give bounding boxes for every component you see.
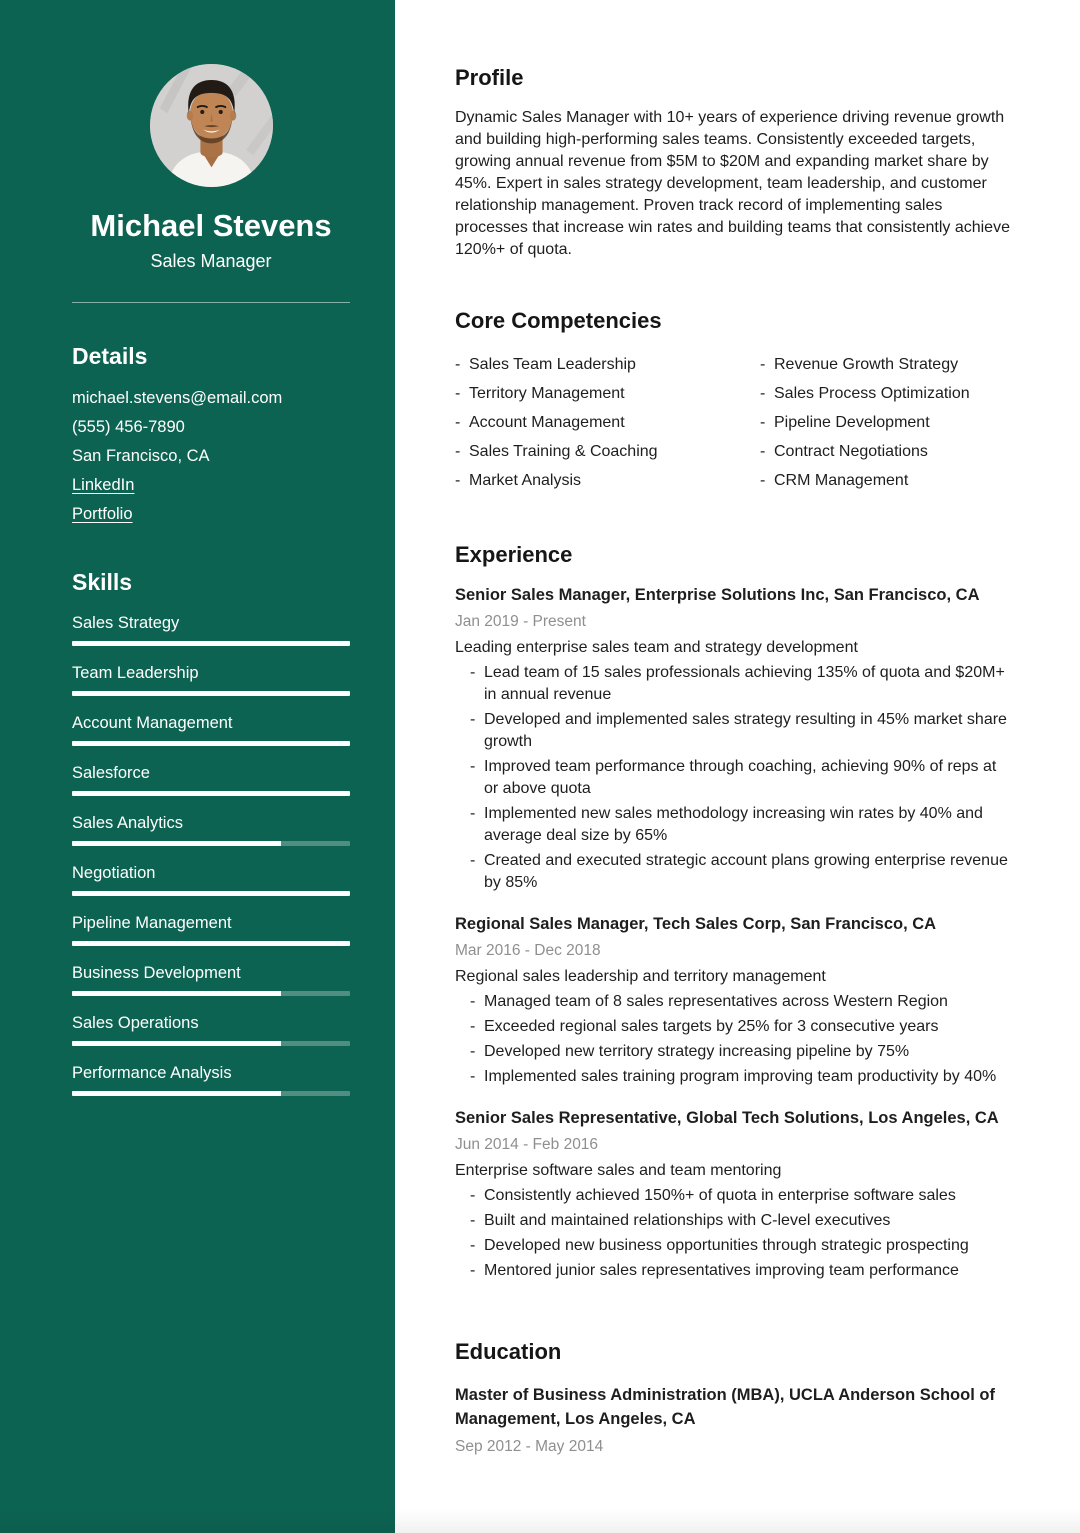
skill-bar-fill — [72, 791, 350, 796]
experience-job-1 — [455, 584, 1013, 894]
main-column — [395, 0, 1080, 1533]
profile-photo — [150, 64, 273, 187]
skill-bar-fill — [72, 691, 350, 696]
skill-item — [72, 763, 350, 796]
skills-list — [72, 613, 350, 1096]
job-bullet: - Exceeded regional sales targets by 25% for 3 consecutive years — [455, 1016, 1013, 1038]
experience-heading: Experience — [455, 542, 573, 567]
profile-section — [455, 64, 1013, 261]
job-bullets — [455, 1185, 1013, 1282]
skill-bar-track — [72, 741, 350, 746]
skill-label: Sales Analytics — [72, 814, 183, 832]
skill-bar-track — [72, 691, 350, 696]
skill-item — [72, 663, 350, 696]
skill-label: Business Development — [72, 964, 241, 982]
competency-item: - Sales Process Optimization — [760, 379, 970, 408]
competency-item: - Pipeline Development — [760, 408, 970, 437]
skill-label: Salesforce — [72, 764, 150, 782]
skill-label: Team Leadership — [72, 664, 199, 682]
skill-bar-fill — [72, 941, 350, 946]
competencies-grid — [455, 350, 1013, 495]
job-bullet: - Developed new territory strategy increasing pipeline by 75% — [455, 1041, 1013, 1063]
job-title: Regional Sales Manager, Tech Sales Corp, San Francisco, CA — [455, 915, 937, 933]
job-dates: Jan 2019 - Present — [455, 613, 586, 630]
skill-bar-fill — [72, 741, 350, 746]
competencies-left-column — [455, 350, 760, 495]
skill-label: Performance Analysis — [72, 1064, 232, 1082]
job-summary: Enterprise software sales and team mentoring — [455, 1162, 782, 1179]
skill-bar-track — [72, 891, 350, 896]
competency-item: - Contract Negotiations — [760, 437, 970, 466]
competency-item: - CRM Management — [760, 466, 970, 495]
sidebar — [0, 0, 395, 1533]
job-bullet: - Mentored junior sales representatives improving team performance — [455, 1260, 1013, 1282]
skill-item — [72, 613, 350, 646]
competency-item: - Sales Training & Coaching — [455, 437, 760, 466]
job-dates: Jun 2014 - Feb 2016 — [455, 1136, 599, 1153]
education-dates: Sep 2012 - May 2014 — [455, 1438, 604, 1455]
skill-bar-track — [72, 641, 350, 646]
skill-bar-track — [72, 791, 350, 796]
job-bullets — [455, 991, 1013, 1088]
skill-bar-fill — [72, 641, 350, 646]
job-summary: Leading enterprise sales team and strategy development — [455, 639, 858, 656]
competencies-heading: Core Competencies — [455, 308, 662, 333]
job-bullet: - Consistently achieved 150%+ of quota in enterprise software sales — [455, 1185, 1013, 1207]
contact-block — [72, 384, 350, 529]
education-heading: Education — [455, 1339, 562, 1364]
skill-item — [72, 913, 350, 946]
skill-label: Negotiation — [72, 864, 156, 882]
skill-bar-track — [72, 941, 350, 946]
skill-label: Account Management — [72, 714, 233, 732]
skill-bar-track — [72, 1091, 350, 1096]
job-title: Senior Sales Representative, Global Tech Solutions, Los Angeles, CA — [455, 1109, 999, 1127]
skill-bar-fill — [72, 841, 281, 846]
skill-item — [72, 863, 350, 896]
skill-bar-track — [72, 1041, 350, 1046]
candidate-title: Sales Manager — [150, 251, 272, 271]
education-section — [455, 1338, 1013, 1457]
competency-item: - Account Management — [455, 408, 760, 437]
skill-bar-fill — [72, 991, 281, 996]
competencies-section — [455, 307, 1013, 495]
competency-item: - Market Analysis — [455, 466, 760, 495]
job-bullet: - Improved team performance through coaching, achieving 90% of reps at or above quota — [455, 756, 1013, 800]
sidebar-divider — [72, 302, 350, 303]
competency-item: - Territory Management — [455, 379, 760, 408]
job-title: Senior Sales Manager, Enterprise Solutions Inc, San Francisco, CA — [455, 586, 980, 604]
linkedin-link[interactable]: LinkedIn — [72, 476, 135, 494]
candidate-name: Michael Stevens — [90, 208, 332, 243]
contact-email: michael.stevens@email.com — [72, 389, 283, 407]
skill-label: Sales Operations — [72, 1014, 199, 1032]
skill-bar-fill — [72, 891, 350, 896]
skill-item — [72, 1013, 350, 1046]
job-bullet: - Created and executed strategic account plans growing enterprise revenue by 85% — [455, 850, 1013, 894]
job-bullet: - Developed new business opportunities through strategic prospecting — [455, 1235, 1013, 1257]
competency-item: - Revenue Growth Strategy — [760, 350, 970, 379]
skill-bar-track — [72, 841, 350, 846]
skill-item — [72, 1063, 350, 1096]
skill-item — [72, 963, 350, 996]
experience-job-3 — [455, 1107, 1013, 1282]
profile-photo-illustration — [150, 64, 273, 187]
job-bullet: - Managed team of 8 sales representatives across Western Region — [455, 991, 1013, 1013]
experience-section — [455, 541, 1013, 1282]
skill-label: Sales Strategy — [72, 614, 180, 632]
job-summary: Regional sales leadership and territory management — [455, 968, 826, 985]
job-bullet: - Implemented sales training program improving team productivity by 40% — [455, 1066, 1013, 1088]
job-bullet: - Developed and implemented sales strategy resulting in 45% market share growth — [455, 709, 1013, 753]
experience-job-2 — [455, 913, 1013, 1088]
job-bullets — [455, 662, 1013, 894]
skill-bar-track — [72, 991, 350, 996]
details-heading: Details — [72, 343, 148, 369]
profile-heading: Profile — [455, 65, 524, 90]
skill-item — [72, 713, 350, 746]
skill-item — [72, 813, 350, 846]
profile-text: Dynamic Sales Manager with 10+ years of experience driving revenue growth and building high-performing sales teams. Consistently exceeded targets, growing annual revenue from $5M to $20M and expanding market share by 45%. Expert in sales strategy development, team leadership, and customer relationship management. Proven track record of implementing sales processes that increase win rates and building teams that consistently achieve 120%+ of quota. — [455, 109, 1010, 258]
contact-phone: (555) 456-7890 — [72, 418, 185, 436]
skill-bar-fill — [72, 1091, 281, 1096]
education-degree: Master of Business Administration (MBA), UCLA Anderson School of Management, Los Angeles, CA — [455, 1386, 995, 1428]
skills-heading: Skills — [72, 569, 133, 595]
job-bullet: - Built and maintained relationships with C-level executives — [455, 1210, 1013, 1232]
competencies-right-column — [760, 350, 970, 495]
competency-item: - Sales Team Leadership — [455, 350, 760, 379]
skill-label: Pipeline Management — [72, 914, 232, 932]
job-bullet: - Lead team of 15 sales professionals achieving 135% of quota and $20M+ in annual revenue — [455, 662, 1013, 706]
skill-bar-fill — [72, 1041, 281, 1046]
portfolio-link[interactable]: Portfolio — [72, 505, 133, 523]
job-bullet: - Implemented new sales methodology increasing win rates by 40% and average deal size by 65% — [455, 803, 1013, 847]
contact-location: San Francisco, CA — [72, 447, 210, 465]
job-dates: Mar 2016 - Dec 2018 — [455, 942, 601, 959]
